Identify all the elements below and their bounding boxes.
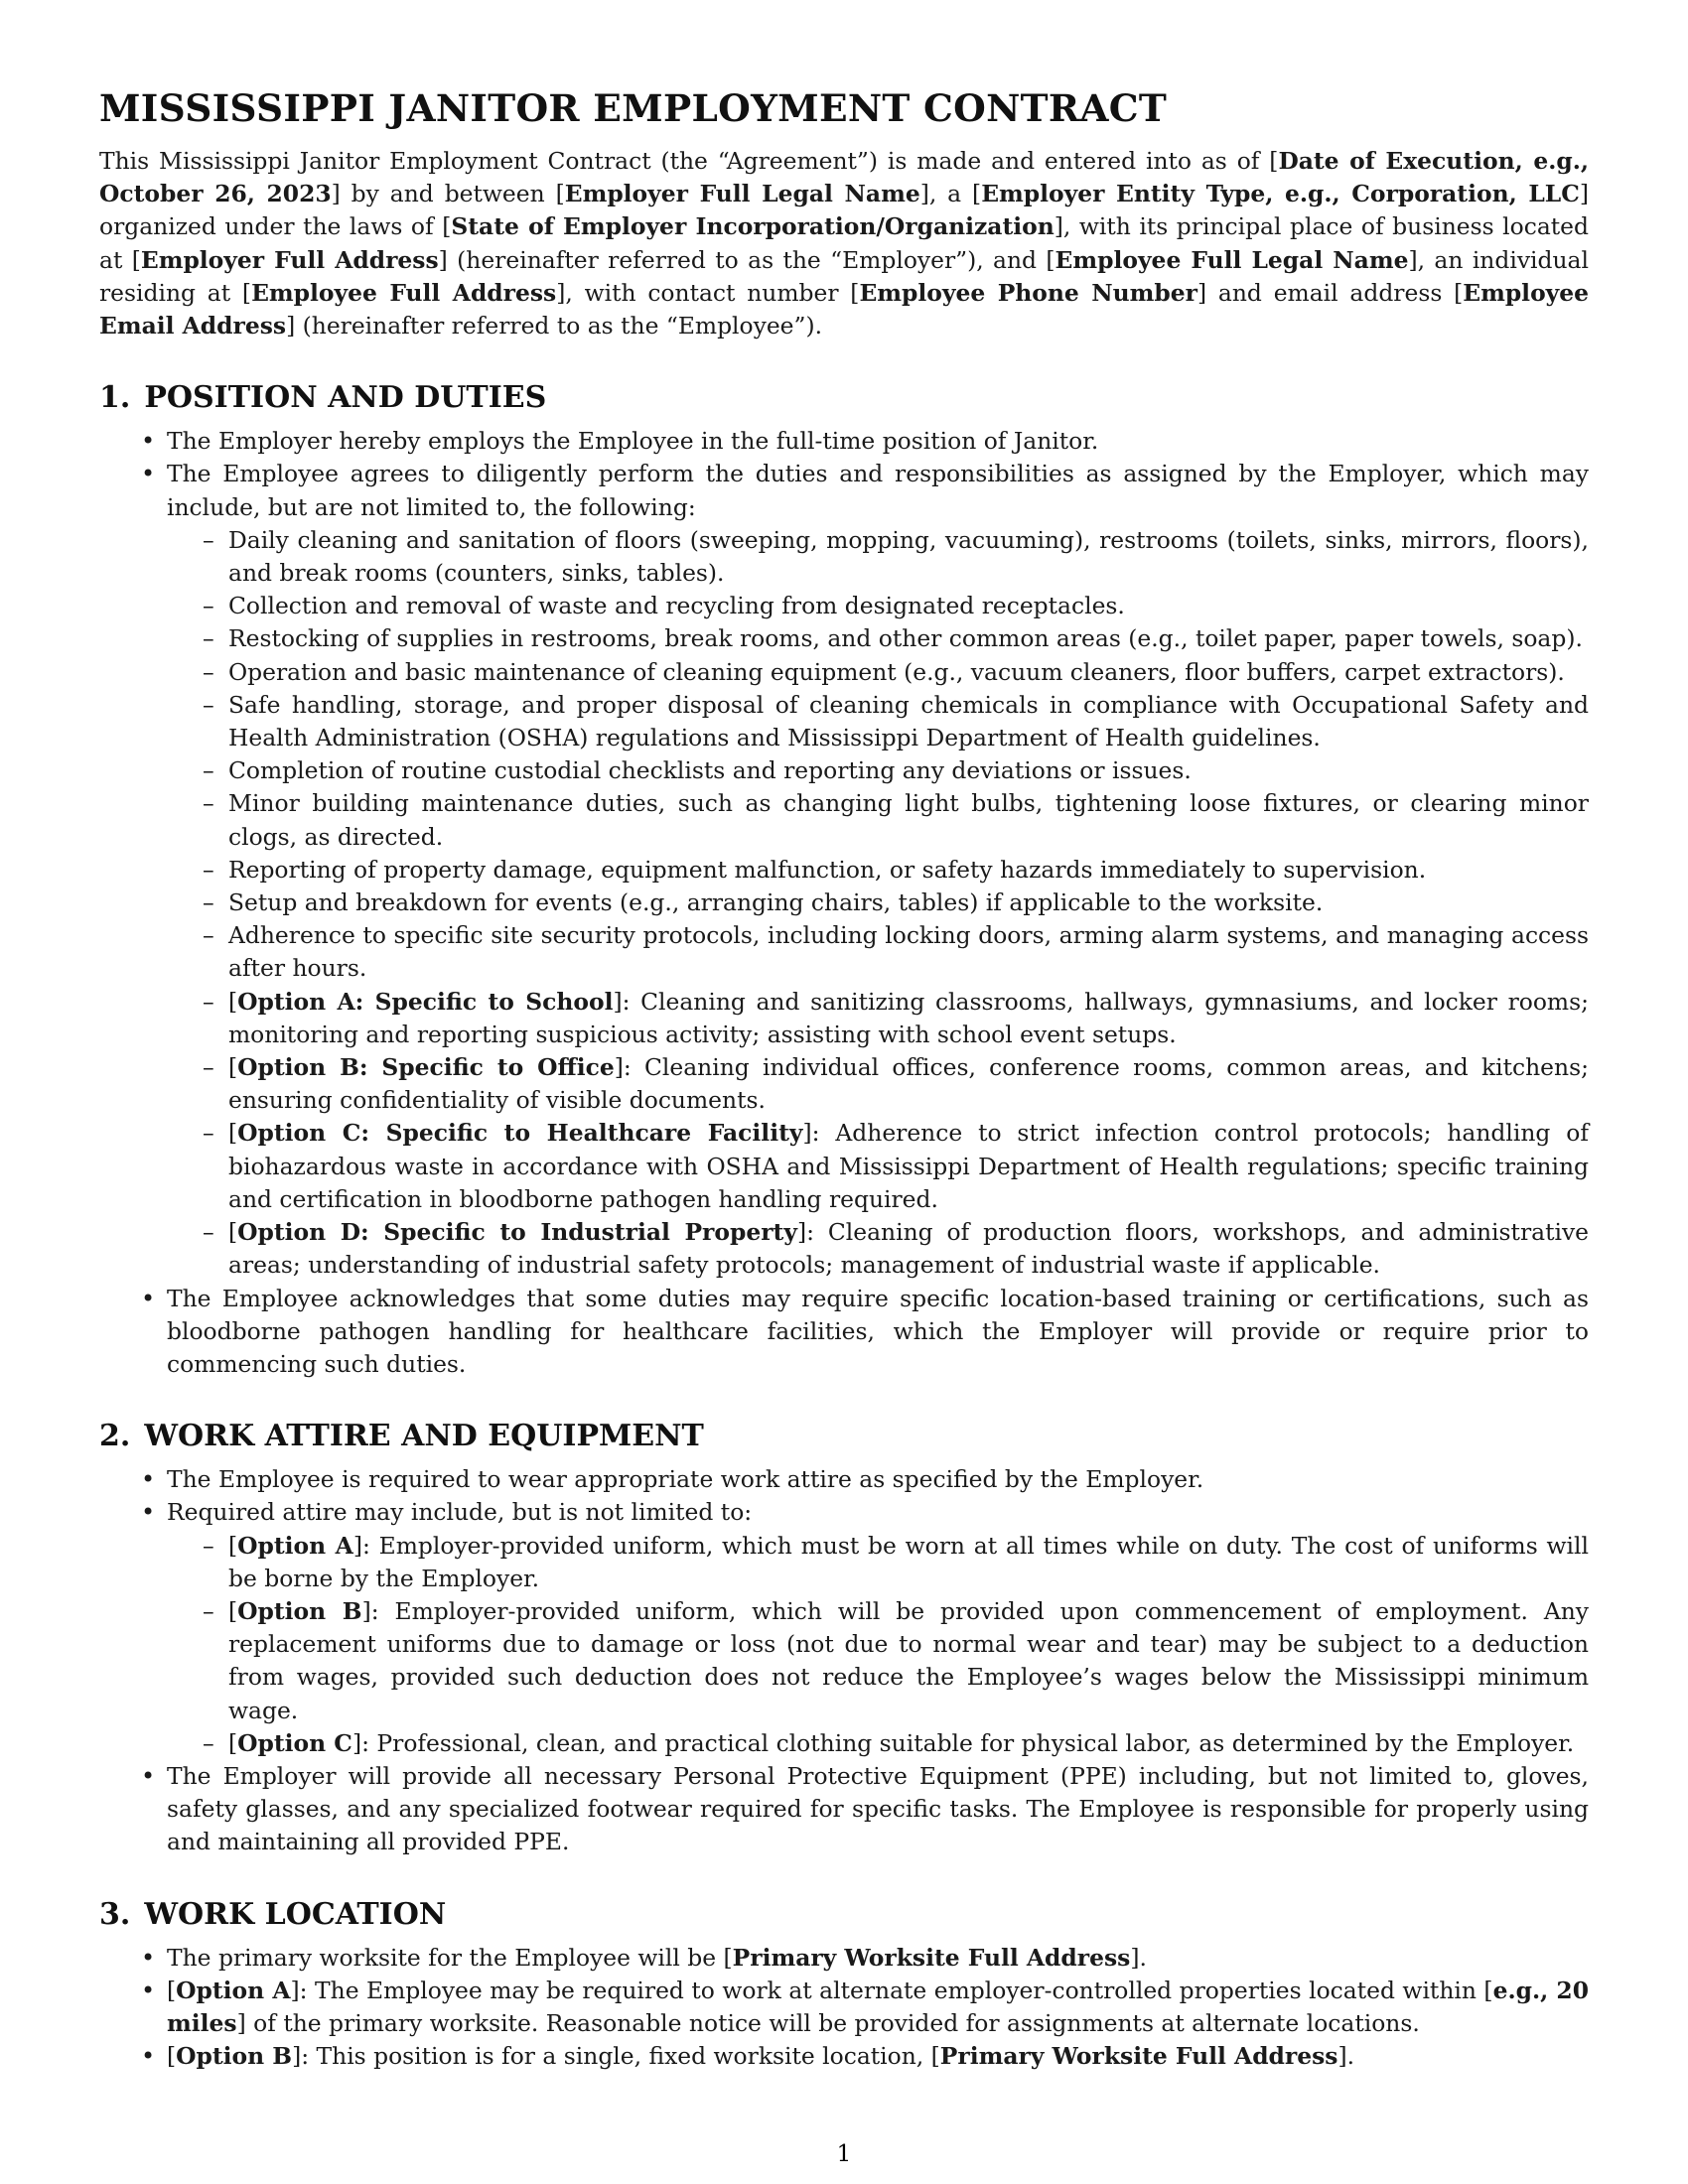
option-text: : Employer-provided uniform, which must be worn at all times while on duty. The cost of uniforms will be borne by the Employer.: [228, 1531, 1589, 1592]
section-number: 3.: [99, 1896, 131, 1932]
document-page: [99, 85, 1589, 2073]
list-item-text: Required attire may include, but is not limited to:: [167, 1498, 753, 1527]
sublist-item: – Minor building maintenance duties, such as changing light bulbs, tightening loose fixtures, or clearing minor clogs, as directed.: [167, 787, 1589, 853]
section-title: WORK ATTIRE AND EQUIPMENT: [144, 1419, 704, 1454]
option-label: Option A: [237, 1531, 353, 1560]
option-label: Option A: Specific to School: [237, 987, 614, 1016]
list-item-text: The primary worksite for the Employee will be [: [167, 1943, 733, 1972]
sublist-item: – Restocking of supplies in restrooms, break rooms, and other common areas (e.g., toilet paper, paper towels, soap).: [167, 622, 1589, 655]
placeholder-state: State of Employer Incorporation/Organization: [451, 212, 1055, 241]
sublist-item: – Collection and removal of waste and recycling from designated receptacles.: [167, 590, 1589, 622]
option-text: ].: [1337, 2042, 1355, 2071]
list-item-option-a: • [Option A]: The Employee may be required to work at alternate employer-controlled properties located within [e.g., 20 miles] of the primary worksite. Reasonable notice will be provided for assignments at alternate locations.: [99, 1975, 1589, 2040]
sublist-item-option-c: – [Option C]: Professional, clean, and practical clothing suitable for physical labor, as determined by the Employer.: [167, 1727, 1589, 1760]
option-text: ]: This position is for a single, fixed worksite location, [: [292, 2042, 940, 2071]
list-item-text: ].: [1130, 1943, 1147, 1972]
list-item: • The Employer will provide all necessary Personal Protective Equipment (PPE) including, but not limited to, gloves, safety glasses, and any specialized footwear required for specific tasks. The Employee is responsible for properly using and maintaining all provided PPE.: [99, 1760, 1589, 1859]
option-text: : Cleaning and sanitizing classrooms, hallways, gymnasiums, and locker rooms; monitoring and reporting suspicious activity; assisting with school event setups.: [228, 987, 1589, 1048]
intro-text: This Mississippi Janitor Employment Contract (the “Agreement”) is made and entered into as of [: [99, 147, 1279, 175]
option-label: Option B: [176, 2042, 293, 2071]
placeholder-employer-address: Employer Full Address: [140, 245, 439, 274]
attire-sublist: [99, 1530, 1589, 1760]
placeholder-entity-type: Employer Entity Type, e.g., Corporation, LLC: [981, 180, 1580, 208]
placeholder-employee-email: Employee Email Address: [99, 278, 1590, 341]
placeholder-distance: e.g., 20 miles: [167, 1976, 1589, 2037]
option-text: : Cleaning individual offices, conference rooms, common areas, and kitchens; ensuring confidentiality of visible documents.: [228, 1053, 1589, 1115]
list-item: • The Employee is required to wear appropriate work attire as specified by the Employer.: [99, 1463, 1589, 1496]
duties-sublist: [99, 524, 1589, 1283]
sublist-item-option-a: – [Option A]: Employer-provided uniform, which must be worn at all times while on duty. The cost of uniforms will be borne by the Employer.: [167, 1530, 1589, 1595]
sublist-item: – Completion of routine custodial checklists and reporting any deviations or issues.: [167, 754, 1589, 787]
intro-text: ], with contact number [: [556, 278, 860, 307]
intro-text: ], a [: [919, 180, 982, 208]
option-text: ]: The Employee may be required to work at alternate employer-controlled properties located within [: [290, 1976, 1493, 2004]
intro-paragraph: [99, 145, 1589, 342]
list-item: • The Employer hereby employs the Employee in the full-time position of Janitor.: [99, 425, 1589, 458]
section-1-list: [99, 425, 1589, 1381]
document-title: MISSISSIPPI JANITOR EMPLOYMENT CONTRACT: [99, 86, 1168, 130]
placeholder-worksite-address: Primary Worksite Full Address: [732, 1943, 1131, 1972]
sublist-item: – Adherence to specific site security protocols, including locking doors, arming alarm systems, and managing access after hours.: [167, 919, 1589, 985]
sublist-item: – Operation and basic maintenance of cleaning equipment (e.g., vacuum cleaners, floor buffers, carpet extractors).: [167, 656, 1589, 689]
intro-text: ] and email address [: [1197, 278, 1464, 307]
list-item: [99, 458, 1589, 1282]
placeholder-employer-name: Employer Full Legal Name: [564, 180, 920, 208]
intro-text: ], with its principal place of business located at [: [99, 212, 1589, 274]
placeholder-employee-address: Employee Full Address: [251, 278, 557, 307]
sublist-item-option-a: – [Option A: Specific to School]: Cleaning and sanitizing classrooms, hallways, gymnasiums, and locker rooms; monitoring and reporting suspicious activity; assisting with school event setups.: [167, 986, 1589, 1051]
option-text: : Adherence to strict infection control protocols; handling of biohazardous waste in accordance with OSHA and Mississippi Department of Health regulations; specific training and certification in bloodborne pathogen handling required.: [228, 1119, 1589, 1213]
intro-text: ] (hereinafter referred to as the “Employee”).: [286, 312, 823, 341]
option-label: Option D: Specific to Industrial Property: [237, 1218, 797, 1247]
placeholder-worksite-address: Primary Worksite Full Address: [939, 2042, 1338, 2071]
placeholder-employee-phone: Employee Phone Number: [859, 278, 1197, 307]
intro-text: ] organized under the laws of [: [99, 180, 1590, 241]
sublist-item: – Setup and breakdown for events (e.g., arranging chairs, tables) if applicable to the worksite.: [167, 887, 1589, 919]
section-3-list: [99, 1942, 1589, 2074]
sublist-item: – Safe handling, storage, and proper disposal of cleaning chemicals in compliance with Occupational Safety and Health Administration (OSHA) regulations and Mississippi Department of Health guidelines.: [167, 689, 1589, 754]
list-item: [99, 1496, 1589, 1760]
intro-text: ] (hereinafter referred to as the “Employer”), and [: [438, 245, 1055, 274]
list-item-option-b: • [Option B]: This position is for a single, fixed worksite location, [Primary Worksite Full Address].: [99, 2040, 1589, 2073]
section-heading-work-attire: [99, 1418, 1589, 1455]
sublist-item-option-b: – [Option B: Specific to Office]: Cleaning individual offices, conference rooms, common areas, and kitchens; ensuring confidentiality of visible documents.: [167, 1051, 1589, 1117]
option-label: Option B: Specific to Office: [237, 1053, 615, 1082]
sublist-item-option-d: – [Option D: Specific to Industrial Property]: Cleaning of production floors, workshops, and administrative areas; understanding of industrial safety protocols; management of industrial waste if applicable.: [167, 1216, 1589, 1282]
list-item: • The Employee acknowledges that some duties may require specific location-based training or certifications, such as bloodborne pathogen handling for healthcare facilities, which the Employer will provide or require prior to commencing such duties.: [99, 1283, 1589, 1382]
option-text: ] of the primary worksite. Reasonable notice will be provided for assignments at alternate locations.: [236, 2008, 1420, 2037]
list-item: [99, 1942, 1589, 1975]
intro-text: ], an individual residing at [: [99, 245, 1589, 307]
placeholder-employee-name: Employee Full Legal Name: [1055, 245, 1409, 274]
sublist-item-option-c: – [Option C: Specific to Healthcare Facility]: Adherence to strict infection control protocols; handling of biohazardous waste in accordance with OSHA and Mississippi Department of Health regulations; specific training and certification in bloodborne pathogen handling required.: [167, 1117, 1589, 1216]
option-text: : Employer-provided uniform, which will be provided upon commencement of employment. Any replacement uniforms due to damage or loss (not due to normal wear and tear) may be subject to a deduction from wages, provided such deduction does not reduce the Employee’s wages below the Mississippi minimum wage.: [228, 1596, 1589, 1724]
section-number: 1.: [99, 380, 131, 416]
section-heading-position-duties: [99, 379, 1589, 417]
option-text: : Cleaning of production floors, workshops, and administrative areas; understanding of industrial safety protocols; management of industrial waste if applicable.: [228, 1218, 1590, 1280]
option-text: : Professional, clean, and practical clothing suitable for physical labor, as determined by the Employer.: [361, 1728, 1575, 1757]
section-number: 2.: [99, 1419, 131, 1454]
intro-text: ] by and between [: [331, 180, 565, 208]
sublist-item: – Daily cleaning and sanitation of floors (sweeping, mopping, vacuuming), restrooms (toilets, sinks, mirrors, floors), and break rooms (counters, sinks, tables).: [167, 524, 1589, 590]
placeholder-date: Date of Execution, e.g., October 26, 2023: [99, 147, 1589, 208]
option-label: Option A: [176, 1976, 291, 2004]
section-2-list: [99, 1463, 1589, 1858]
option-label: Option C: Specific to Healthcare Facility: [237, 1119, 803, 1148]
option-label: Option B: [237, 1596, 362, 1625]
sublist-item-option-b: – [Option B]: Employer-provided uniform, which will be provided upon commencement of employment. Any replacement uniforms due to damage or loss (not due to normal wear and tear) may be subject to a deduction from wages, provided such deduction does not reduce the Employee’s wages below the Mississippi minimum wage.: [167, 1595, 1589, 1727]
section-title: POSITION AND DUTIES: [144, 380, 547, 416]
option-label: Option C: [237, 1728, 352, 1757]
section-heading-work-location: [99, 1896, 1589, 1934]
section-title: WORK LOCATION: [144, 1896, 447, 1932]
sublist-item: – Reporting of property damage, equipment malfunction, or safety hazards immediately to supervision.: [167, 854, 1589, 887]
page-number: 1: [836, 2141, 852, 2167]
list-item-text: The Employee agrees to diligently perform the duties and responsibilities as assigned by the Employer, which may include, but are not limited to, the following:: [167, 460, 1589, 521]
